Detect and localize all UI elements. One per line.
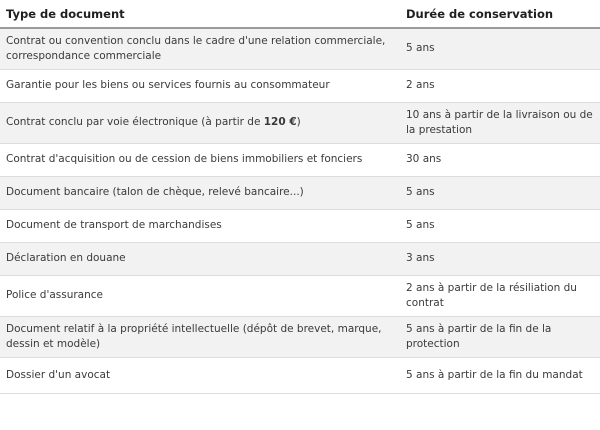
table-row <box>0 209 600 242</box>
document-type-cell: Contrat d'acquisition ou de cession de biens immobiliers et fonciers <box>0 143 400 176</box>
document-type-cell: Document de transport de marchandises <box>0 209 400 242</box>
document-type-cell <box>0 102 400 143</box>
retention-cell: 5 ans <box>400 28 600 69</box>
table-row <box>0 69 600 102</box>
retention-cell: 5 ans à partir de la fin du mandat <box>400 357 600 393</box>
document-type-cell: Document bancaire (talon de chèque, relevé bancaire...) <box>0 176 400 209</box>
document-type-text: Contrat conclu par voie électronique (à partir de <box>6 116 264 128</box>
document-type-cell: Document relatif à la propriété intellectuelle (dépôt de brevet, marque, dessin et modèle) <box>0 316 400 357</box>
document-type-cell: Police d'assurance <box>0 275 400 316</box>
retention-cell: 5 ans à partir de la fin de la protection <box>400 316 600 357</box>
document-type-cell: Contrat ou convention conclu dans le cadre d'une relation commerciale, correspondance commerciale <box>0 28 400 69</box>
retention-cell: 5 ans <box>400 176 600 209</box>
column-header-type: Type de document <box>0 0 400 28</box>
table-row <box>0 316 600 357</box>
document-type-cell: Garantie pour les biens ou services fournis au consommateur <box>0 69 400 102</box>
table-row <box>0 176 600 209</box>
table-row <box>0 275 600 316</box>
table-row <box>0 143 600 176</box>
table-row <box>0 357 600 393</box>
table-row <box>0 28 600 69</box>
retention-cell: 10 ans à partir de la livraison ou de la prestation <box>400 102 600 143</box>
retention-cell: 5 ans <box>400 209 600 242</box>
document-type-text-end: ) <box>296 116 301 128</box>
table-row <box>0 102 600 143</box>
table-row <box>0 242 600 275</box>
retention-cell: 3 ans <box>400 242 600 275</box>
retention-cell: 2 ans à partir de la résiliation du contrat <box>400 275 600 316</box>
table-header-row <box>0 0 600 28</box>
document-type-cell: Déclaration en douane <box>0 242 400 275</box>
retention-cell: 2 ans <box>400 69 600 102</box>
document-type-cell: Dossier d'un avocat <box>0 357 400 393</box>
amount-value: 120 € <box>263 116 297 128</box>
column-header-duree: Durée de conservation <box>400 0 600 28</box>
retention-cell: 30 ans <box>400 143 600 176</box>
